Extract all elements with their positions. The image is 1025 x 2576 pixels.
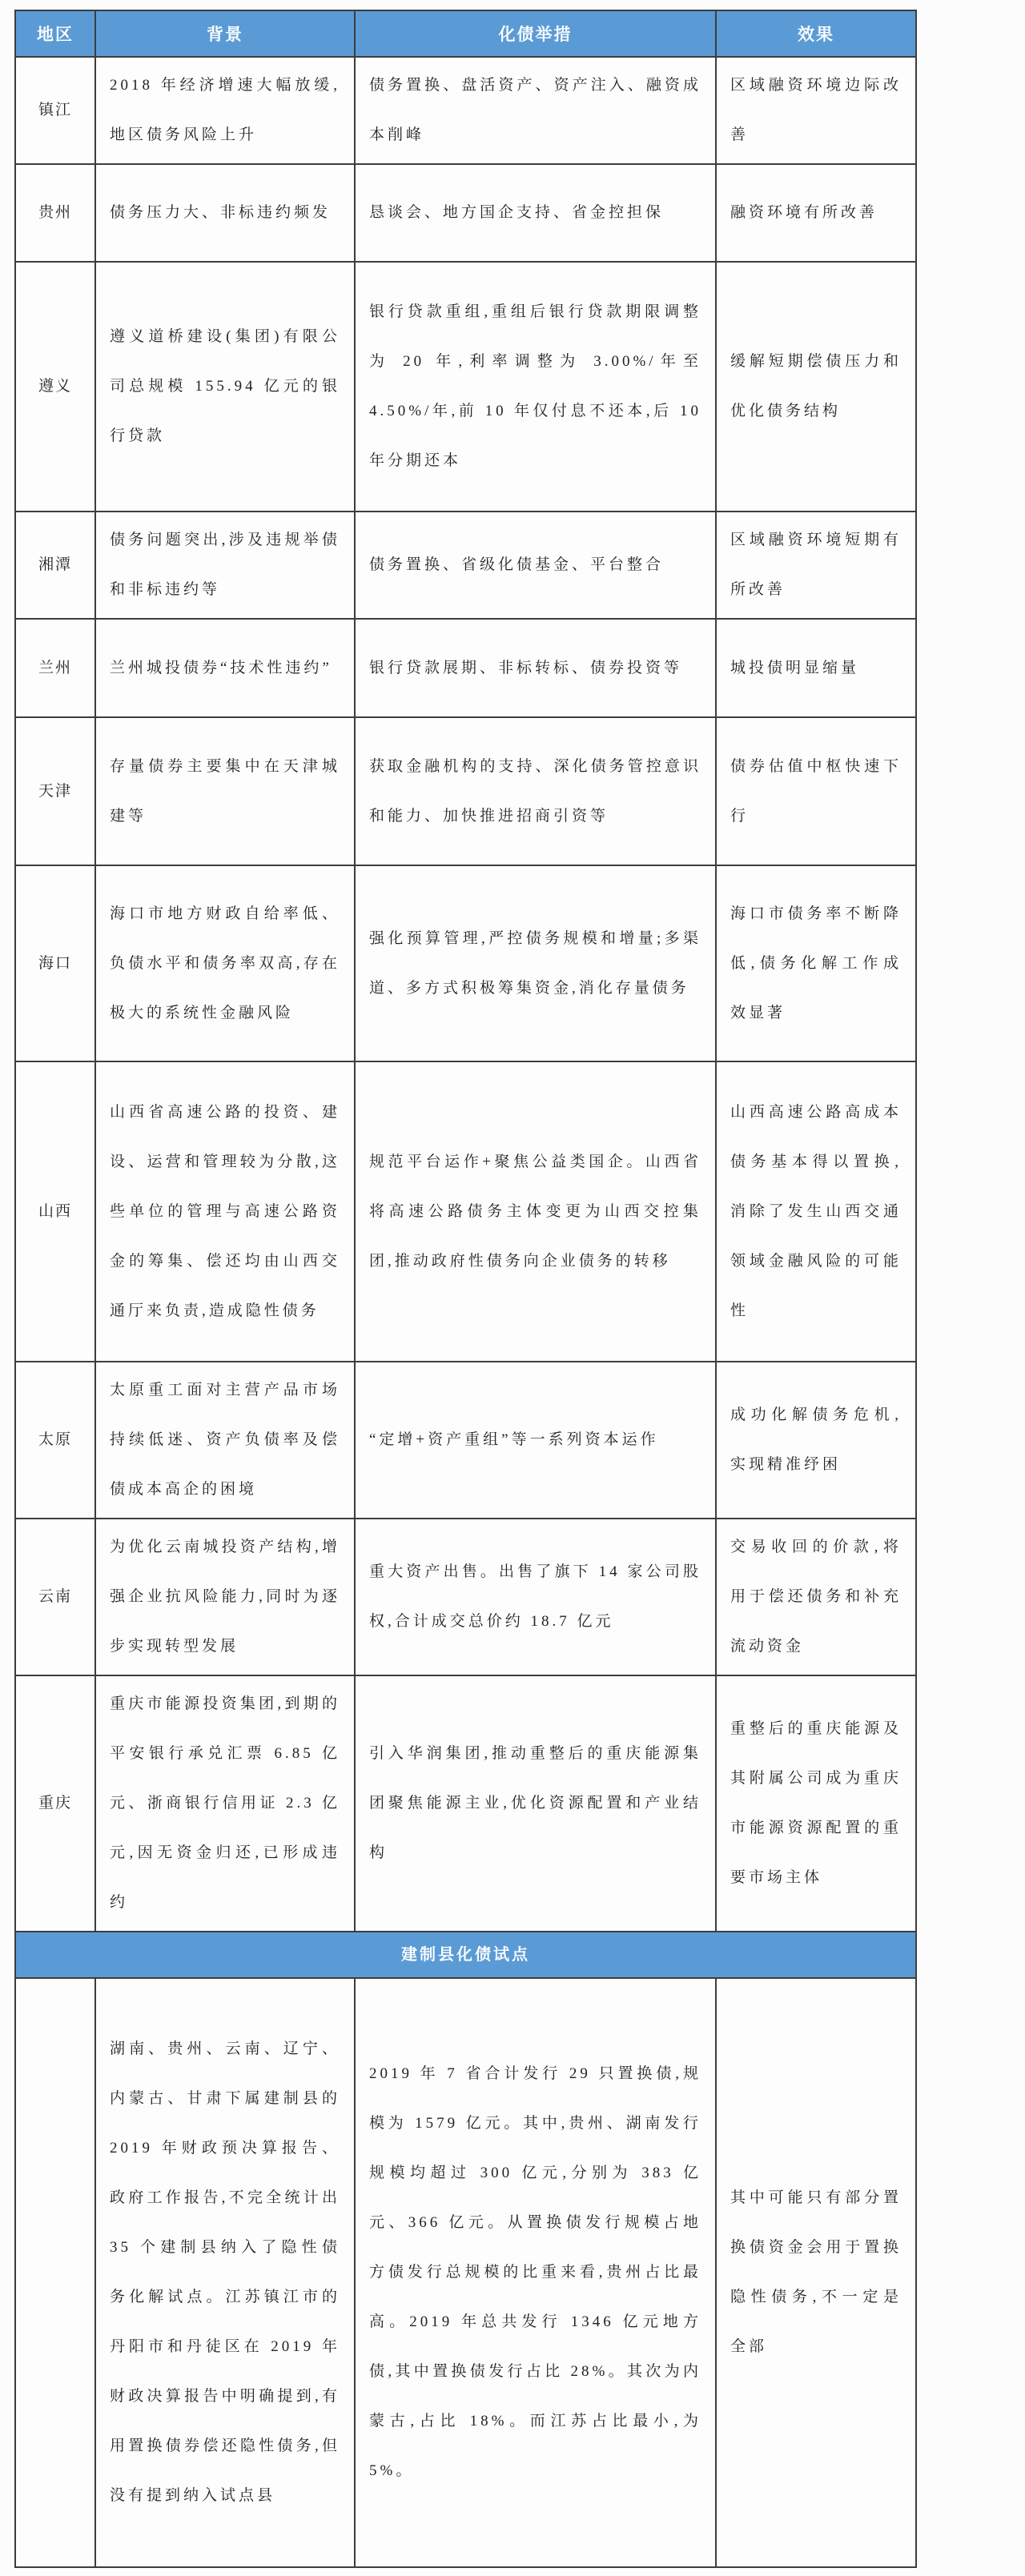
table-row-tianjin [15,717,916,865]
effect-cell: 其中可能只有部分置换债资金会用于置换隐性债务,不一定是全部 [716,1978,916,2567]
table-row-guizhou [15,164,916,262]
background-cell: 山西省高速公路的投资、建设、运营和管理较为分散,这些单位的管理与高速公路资金的筹集、偿还均由山西交通厅来负责,造成隐性债务 [95,1061,355,1362]
table-row-zhenjiang [15,57,916,164]
effect-cell: 海口市债务率不断降低,债务化解工作成效显著 [716,865,916,1061]
background-cell: 重庆市能源投资集团,到期的平安银行承兑汇票 6.85 亿元、浙商银行信用证 2.3 亿元,因无资金归还,已形成违约 [95,1675,355,1932]
background-cell: 兰州城投债券“技术性违约” [95,619,355,717]
table-row-haikou [15,865,916,1061]
region-label: 海口 [15,865,95,1061]
debt-resolution-table [14,10,917,2568]
measures-cell: 银行贷款展期、非标转标、债券投资等 [355,619,716,717]
region-label: 山西 [15,1061,95,1362]
table-row-chongqing [15,1675,916,1932]
region-label: 重庆 [15,1675,95,1932]
measures-cell: 2019 年 7 省合计发行 29 只置换债,规模为 1579 亿元。其中,贵州、湖南发行规模均超过 300 亿元,分别为 383 亿元、366 亿元。从置换债发行规模占地方债发行总规模的比重来看,贵州占比最高。2019 年总共发行 1346 亿元地方债,其中置换债发行占比 28%。其次为内蒙古,占比 18%。而江苏占比最小,为 5%。 [355,1978,716,2567]
background-cell: 海口市地方财政自给率低、负债水平和债务率双高,存在极大的系统性金融风险 [95,865,355,1061]
effect-cell: 重整后的重庆能源及其附属公司成为重庆市能源资源配置的重要市场主体 [716,1675,916,1932]
region-label [15,1978,95,2567]
background-cell: 为优化云南城投资产结构,增强企业抗风险能力,同时为逐步实现转型发展 [95,1519,355,1675]
col-header-region: 地区 [15,10,95,57]
col-header-background: 背景 [95,10,355,57]
measures-cell: 银行贷款重组,重组后银行贷款期限调整为 20 年,利率调整为 3.00%/年至 4.50%/年,前 10 年仅付息不还本,后 10 年分期还本 [355,262,716,512]
effect-cell: 山西高速公路高成本债务基本得以置换,消除了发生山西交通领域金融风险的可能性 [716,1061,916,1362]
table-row-yunnan [15,1519,916,1675]
header-row [15,10,916,57]
effect-cell: 交易收回的价款,将用于偿还债务和补充流动资金 [716,1519,916,1675]
region-label: 云南 [15,1519,95,1675]
effect-cell: 成功化解债务危机,实现精准纾困 [716,1362,916,1519]
measures-cell: 债务置换、省级化债基金、平台整合 [355,512,716,619]
background-cell: 存量债券主要集中在天津城建等 [95,717,355,865]
effect-cell: 区域融资环境边际改善 [716,57,916,164]
table-row-zunyi [15,262,916,512]
measures-cell: 获取金融机构的支持、深化债务管控意识和能力、加快推进招商引资等 [355,717,716,865]
col-header-effect: 效果 [716,10,916,57]
effect-cell: 城投债明显缩量 [716,619,916,717]
effect-cell: 区域融资环境短期有所改善 [716,512,916,619]
region-label: 湘潭 [15,512,95,619]
effect-cell: 融资环境有所改善 [716,164,916,262]
region-label: 兰州 [15,619,95,717]
background-cell: 遵义道桥建设(集团)有限公司总规模 155.94 亿元的银行贷款 [95,262,355,512]
measures-cell: 规范平台运作+聚焦公益类国企。山西省将高速公路债务主体变更为山西交控集团,推动政府性债务向企业债务的转移 [355,1061,716,1362]
measures-cell: 引入华润集团,推动重整后的重庆能源集团聚焦能源主业,优化资源配置和产业结构 [355,1675,716,1932]
effect-cell: 缓解短期偿债压力和优化债务结构 [716,262,916,512]
background-cell: 债务问题突出,涉及违规举债和非标违约等 [95,512,355,619]
table-row-lanzhou [15,619,916,717]
table-row-xiangtan [15,512,916,619]
table-row-county-pilot [15,1978,916,2567]
region-label: 贵州 [15,164,95,262]
measures-cell: 债务置换、盘活资产、资产注入、融资成本削峰 [355,57,716,164]
effect-cell: 债券估值中枢快速下行 [716,717,916,865]
measures-cell: “定增+资产重组”等一系列资本运作 [355,1362,716,1519]
region-label: 太原 [15,1362,95,1519]
measures-cell: 强化预算管理,严控债务规模和增量;多渠道、多方式积极筹集资金,消化存量债务 [355,865,716,1061]
table-row-shanxi [15,1061,916,1362]
background-cell: 债务压力大、非标违约频发 [95,164,355,262]
col-header-measures: 化债举措 [355,10,716,57]
region-label: 镇江 [15,57,95,164]
measures-cell: 重大资产出售。出售了旗下 14 家公司股权,合计成交总价约 18.7 亿元 [355,1519,716,1675]
background-cell: 湖南、贵州、云南、辽宁、内蒙古、甘肃下属建制县的 2019 年财政预决算报告、政府工作报告,不完全统计出 35 个建制县纳入了隐性债务化解试点。江苏镇江市的丹阳市和丹徒区在 2019 年财政决算报告中明确提到,有用置换债券偿还隐性债务,但没有提到纳入试点县 [95,1978,355,2567]
region-label: 天津 [15,717,95,865]
section-header-title: 建制县化债试点 [15,1932,916,1978]
section-header-row [15,1932,916,1978]
table-row-taiyuan [15,1362,916,1519]
background-cell: 2018 年经济增速大幅放缓,地区债务风险上升 [95,57,355,164]
region-label: 遵义 [15,262,95,512]
table-header [15,10,916,57]
measures-cell: 恳谈会、地方国企支持、省金控担保 [355,164,716,262]
background-cell: 太原重工面对主营产品市场持续低迷、资产负债率及偿债成本高企的困境 [95,1362,355,1519]
